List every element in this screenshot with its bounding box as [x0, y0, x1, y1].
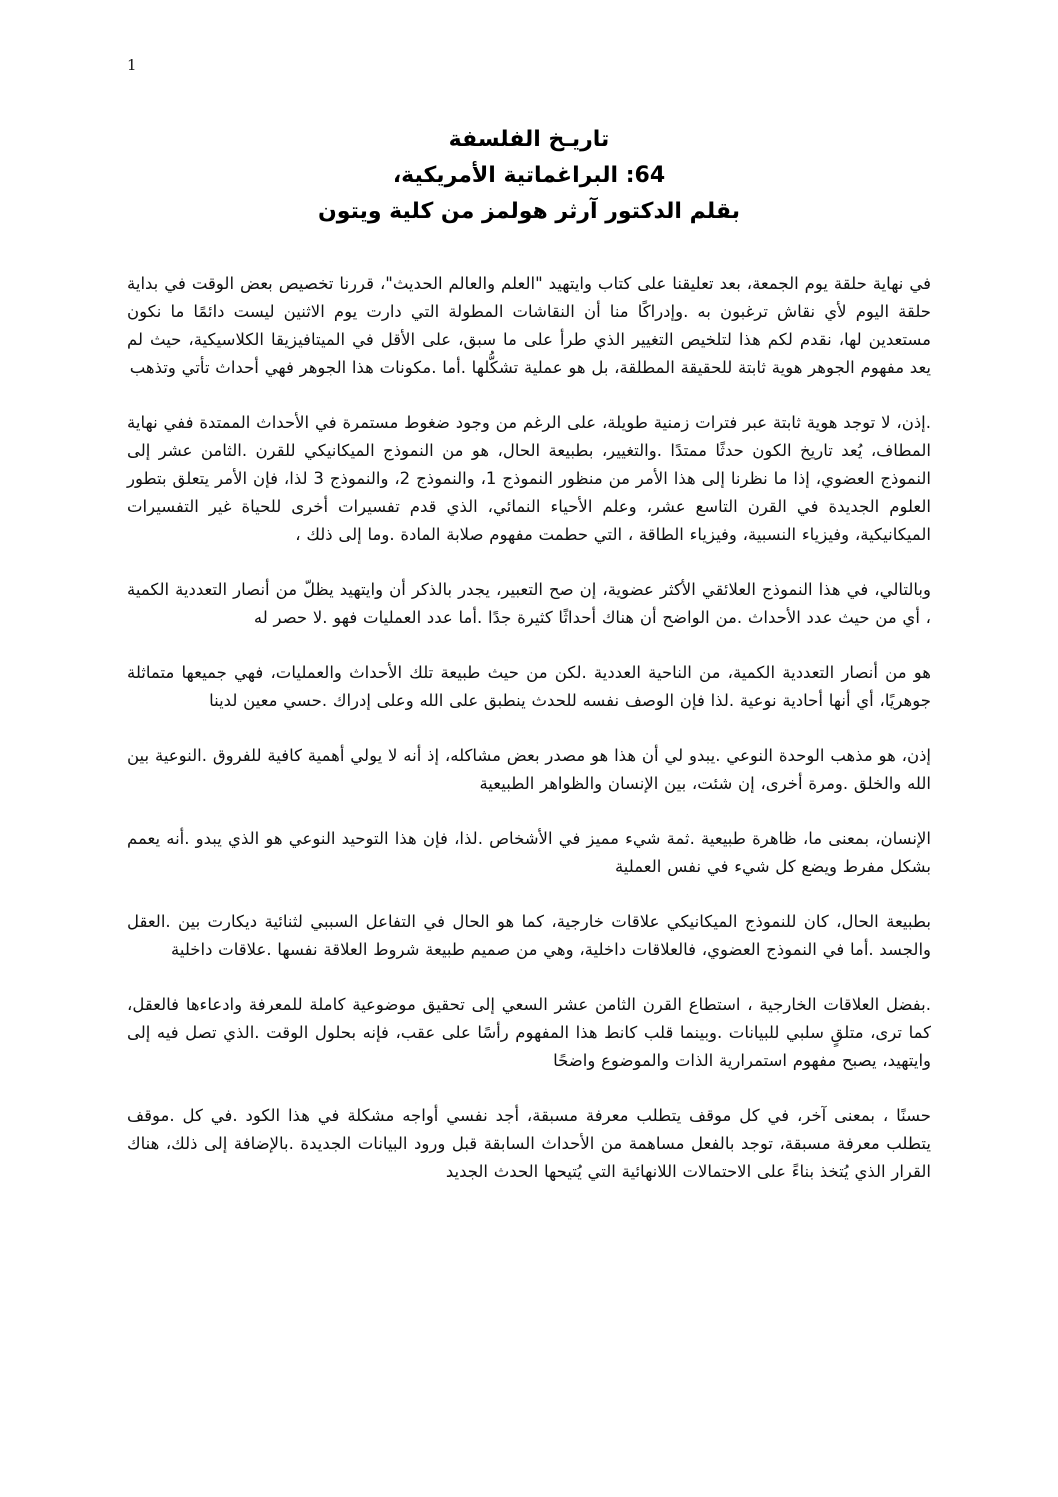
document-subtitle: 64: البراغماتية الأمريكية، [392, 163, 666, 188]
document-author: بقلم الدكتور آرثر هولمز من كلية ويتون [318, 199, 740, 224]
document-title: تاريـخ الفلسفة [448, 127, 610, 152]
paragraph-3: وبالتالي، في هذا النموذج العلائقي الأكثر عضوية، إن صح التعبير، يجدر بالذكر أن وايتهيد يظلّ من أنصار التعددية الكمية ، أي من حيث عدد الأحداث .من الواضح أن هناك أحداثًا كثيرة جدًا .أما عدد العمليات فهو .لا حصر له [127, 580, 931, 627]
paragraph-8: .بفضل العلاقات الخارجية ، استطاع القرن الثامن عشر السعي إلى تحقيق موضوعية كاملة للمعرفة وادعاءها فالعقل، كما ترى، متلقٍ سلبي للبيانات .وبينما قلب كانط هذا المفهوم رأسًا على عقب، فإنه بحلول الوقت .الذي تصل فيه إلى وايتهيد، يصبح مفهوم استمرارية الذات والموضوع واضحًا [127, 995, 931, 1070]
paragraph-2: .إذن، لا توجد هوية ثابتة عبر فترات زمنية طويلة، على الرغم من وجود ضغوط مستمرة في الأحداث الممتدة ففي نهاية المطاف، يُعد تاريخ الكون حدثًا ممتدًا .والتغيير، بطبيعة الحال، هو من النموذج الميكانيكي للقرن .الثامن عشر إلى النموذج العضوي، إذا ما نظرنا إلى هذا الأمر من منظور النموذج 1، والنموذج 2، والنموذج 3 لذا، فإن الأمر يتعلق بتطور العلوم الجديدة في القرن التاسع عشر، وعلم الأحياء النمائي، الذي قدم تفسيرات أخرى للحياة غير التفسيرات الميكانيكية، وفيزياء النسبية، وفيزياء الطاقة ، التي حطمت مفهوم صلابة المادة .وما إلى ذلك ، [127, 413, 931, 544]
document-body [127, 270, 931, 1186]
paragraph-9: حسنًا ، بمعنى آخر، في كل موقف يتطلب معرفة مسبقة، أجد نفسي أواجه مشكلة في هذا الكود .في كل .موقف يتطلب معرفة مسبقة، توجد بالفعل مساهمة من الأحداث السابقة قبل ورود البيانات الجديدة .بالإضافة إلى ذلك، هناك القرار الذي يُتخذ بناءً على الاحتمالات اللانهائية التي يُتيحها الحدث الجديد [127, 1106, 931, 1181]
paragraph-7: بطبيعة الحال، كان للنموذج الميكانيكي علاقات خارجية، كما هو الحال في التفاعل السببي لثنائية ديكارت بين .العقل والجسد .أما في النموذج العضوي، فالعلاقات داخلية، وهي من صميم طبيعة شروط العلاقة نفسها .علاقات داخلية [127, 912, 931, 959]
paragraph-4: هو من أنصار التعددية الكمية، من الناحية العددية .لكن من حيث طبيعة تلك الأحداث والعمليات، فهي جميعها متماثلة جوهريًا، أي أنها أحادية نوعية .لذا فإن الوصف نفسه للحدث ينطبق على الله وعلى إدراك .حسي معين لدينا [127, 663, 931, 710]
page-number: 1 [127, 56, 137, 74]
paragraph-1: في نهاية حلقة يوم الجمعة، بعد تعليقنا على كتاب وايتهيد "العلم والعالم الحديث"، قررنا تخصيص بعض الوقت في بداية حلقة اليوم لأي نقاش ترغبون به .وإدراكًا منا أن النقاشات المطولة التي دارت يوم الاثنين ليست دائمًا ما نكون مستعدين لها، نقدم لكم هذا لتلخيص التغيير الذي طرأ على ما سبق، على الأقل في الميتافيزيقا الكلاسيكية، حيث لم يعد مفهوم الجوهر هوية ثابتة للحقيقة المطلقة، بل هو عملية تشكُّلها .أما .مكونات هذا الجوهر فهي أحداث تأتي وتذهب [127, 274, 931, 377]
paragraph-5: إذن، هو مذهب الوحدة النوعي .يبدو لي أن هذا هو مصدر بعض مشاكله، إذ أنه لا يولي أهمية كافية للفروق .النوعية بين الله والخلق .ومرة أخرى، إن شئت، بين الإنسان والظواهر الطبيعية [127, 746, 931, 793]
paragraph-6: الإنسان، بمعنى ما، ظاهرة طبيعية .ثمة شيء مميز في الأشخاص .لذا، فإن هذا التوحيد النوعي هو الذي يبدو .أنه يعمم بشكل مفرط ويضع كل شيء في نفس العملية [127, 829, 931, 876]
title-block [0, 0, 1058, 230]
